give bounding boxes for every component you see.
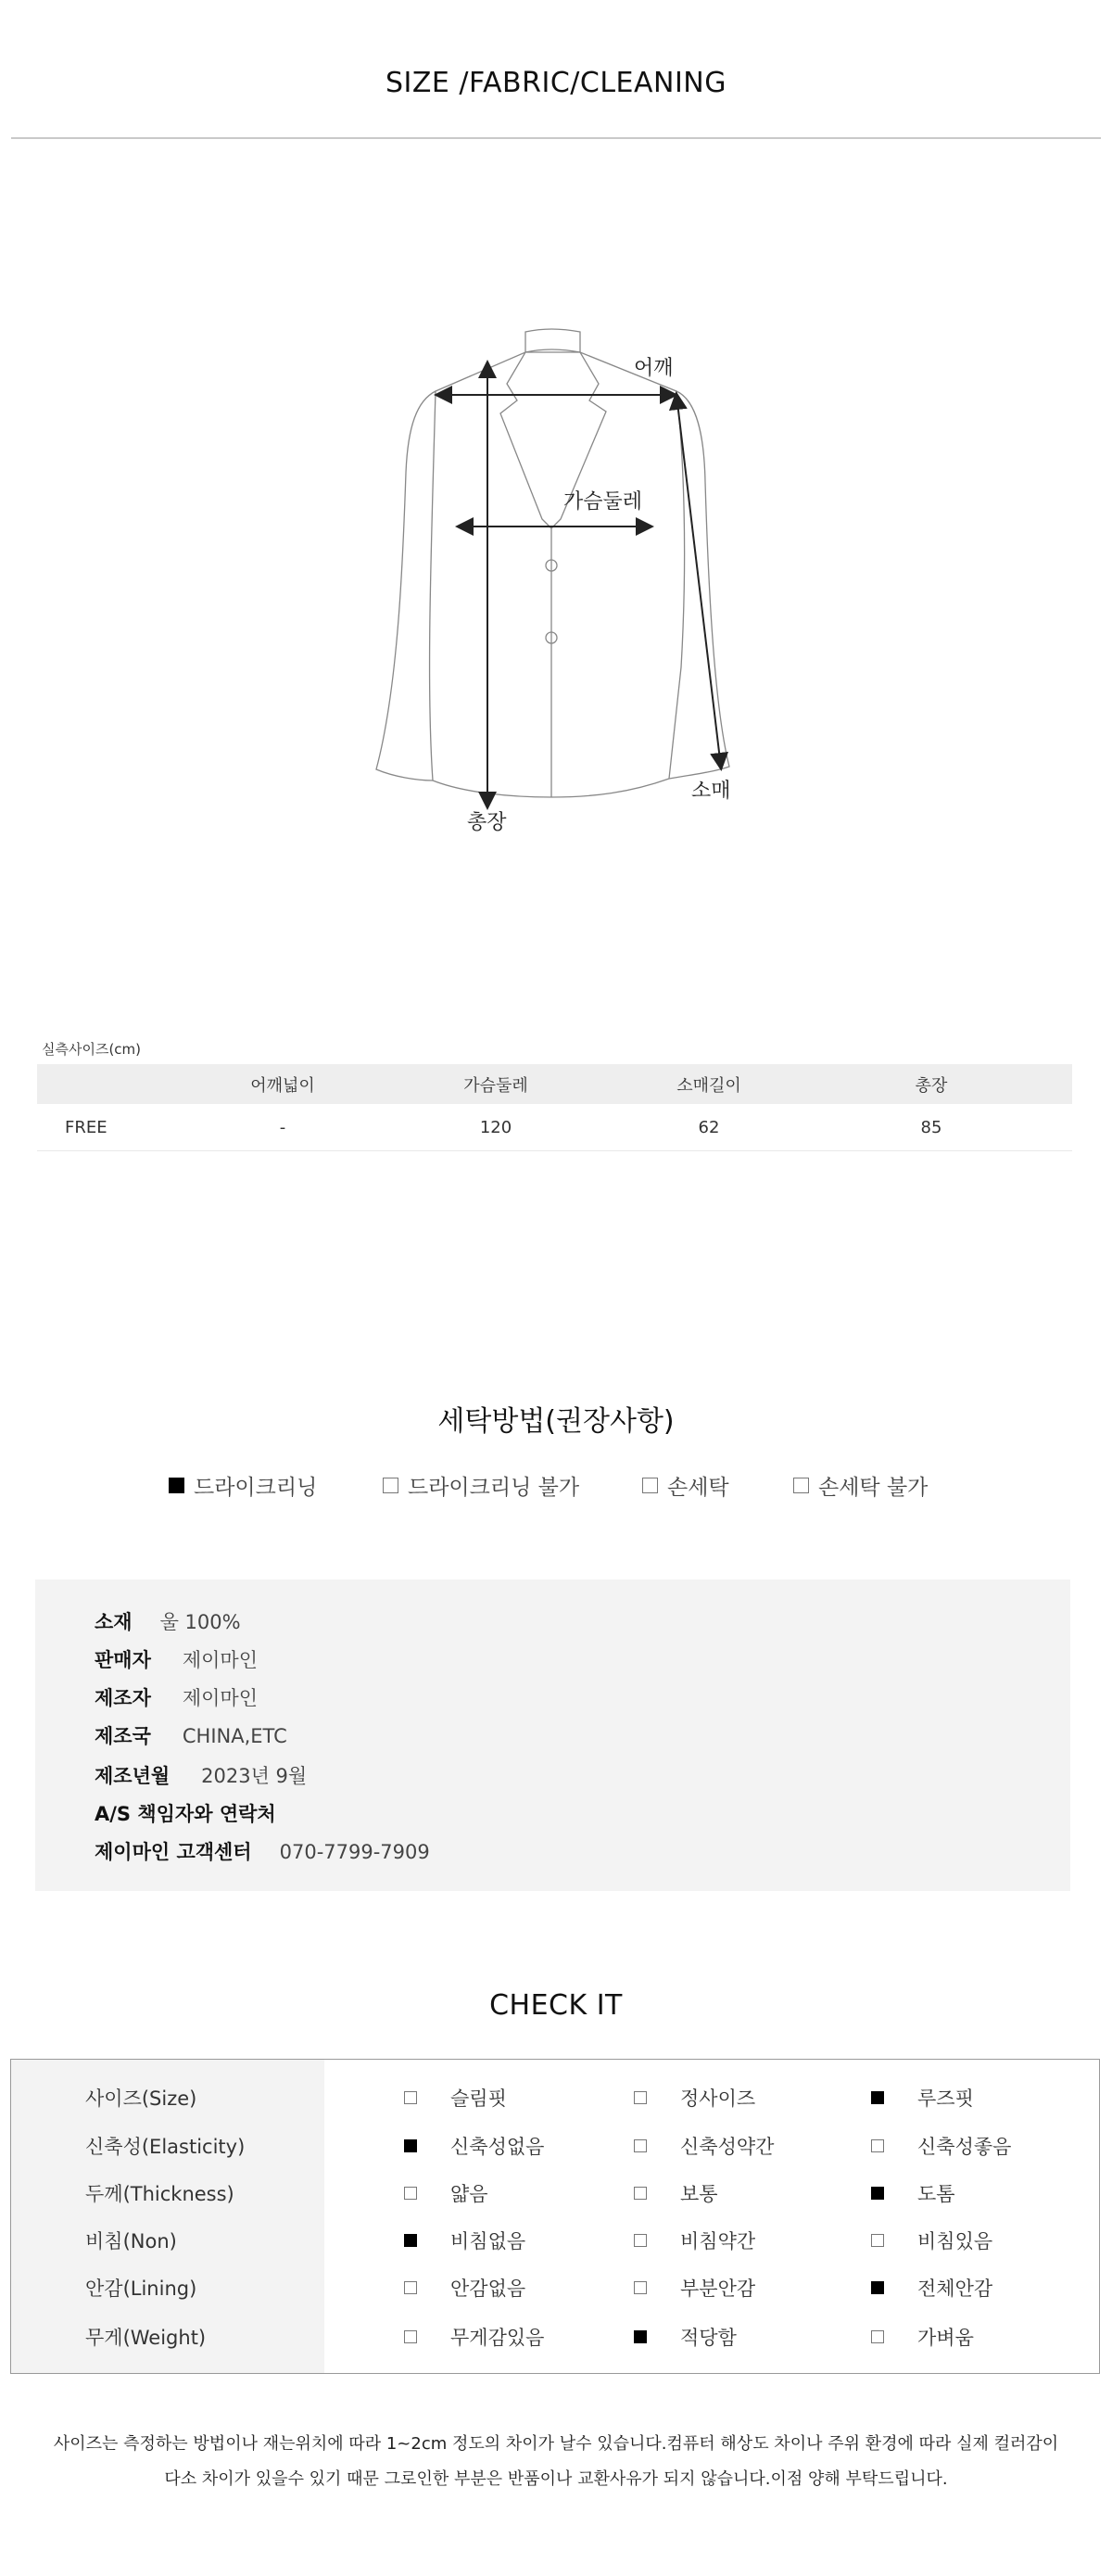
size-cell: 120 [479, 1117, 512, 1137]
info-key: 소재 [95, 1611, 133, 1633]
check-option-label: 정사이즈 [680, 2087, 756, 2110]
check-option-label: 비침없음 [450, 2230, 526, 2252]
washing-option-label: 손세탁 불가 [818, 1476, 929, 1500]
checked-box-icon [871, 2091, 884, 2104]
check-option [871, 2274, 992, 2302]
check-option-label: 루즈핏 [917, 2087, 974, 2110]
check-row-label: 사이즈(Size) [85, 2087, 197, 2110]
check-option [634, 2323, 737, 2351]
check-row-label: 무게(Weight) [85, 2327, 207, 2349]
checked-box-icon [404, 2234, 417, 2247]
washing-title: 세탁방법(권장사항) [437, 1405, 675, 1438]
unchecked-box-icon [871, 2234, 884, 2247]
unchecked-box-icon [871, 2330, 884, 2343]
check-row-label: 비침(Non) [85, 2230, 177, 2252]
info-key: 제조국 [95, 1725, 151, 1747]
check-option [871, 2179, 955, 2207]
info-key: 판매자 [95, 1649, 151, 1671]
size-cell: 62 [698, 1117, 720, 1137]
info-value: 2023년 9월 [201, 1765, 308, 1787]
check-row-label: 두께(Thickness) [85, 2183, 234, 2205]
check-option [634, 2227, 755, 2254]
size-table-caption: 실측사이즈(cm) [42, 1041, 142, 1058]
checked-box-icon [871, 2281, 884, 2294]
check-option-label: 비침있음 [917, 2230, 993, 2252]
jacket-measurement-diagram [361, 315, 751, 853]
check-row [11, 2121, 1099, 2169]
check-option [634, 2084, 755, 2112]
size-cell: 85 [920, 1117, 942, 1137]
size-header-cell: 가슴둘레 [463, 1075, 528, 1096]
check-option-label: 신축성약간 [680, 2136, 775, 2158]
check-row [11, 2168, 1099, 2216]
product-info-box [35, 1580, 1070, 1891]
unchecked-box-icon [634, 2139, 647, 2152]
check-option [404, 2179, 488, 2207]
washing-option-label: 손세탁 [667, 1476, 729, 1500]
size-header-cell: 어깨넓이 [250, 1075, 315, 1096]
unchecked-box-icon [871, 2139, 884, 2152]
info-key: 제이마인 고객센터 [95, 1841, 252, 1863]
unchecked-box-icon [404, 2330, 417, 2343]
header-divider [11, 137, 1101, 139]
checked-box-icon [634, 2330, 647, 2343]
washing-option-label: 드라이크리닝 불가 [408, 1476, 580, 1500]
info-value: 070-7799-7909 [279, 1841, 430, 1863]
check-option-label: 신축성없음 [450, 2136, 545, 2158]
unchecked-box-icon [404, 2187, 417, 2200]
info-value: 제이마인 [182, 1649, 259, 1671]
check-option [634, 2179, 718, 2207]
check-option [634, 2132, 774, 2160]
checked-box-icon [169, 1478, 184, 1493]
check-option [871, 2227, 992, 2254]
check-it-title: CHECK IT [489, 1989, 623, 2022]
check-option-label: 얇음 [450, 2183, 488, 2205]
washing-option-label: 드라이크리닝 [194, 1476, 318, 1500]
checked-box-icon [404, 2139, 417, 2152]
notice-line: 다소 차이가 있을수 있기 때문 그로인한 부분은 반품이나 교환사유가 되지 않습니다.이점 양해 부탁드립니다. [164, 2469, 948, 2489]
info-value: CHINA,ETC [182, 1725, 287, 1747]
washing-option [793, 1470, 928, 1501]
washing-option [169, 1470, 317, 1501]
chest-label: 가슴둘레 [563, 490, 643, 514]
check-option [404, 2274, 525, 2302]
check-option [404, 2323, 544, 2351]
check-row-label: 안감(Lining) [85, 2278, 197, 2300]
check-option-label: 비침약간 [680, 2230, 756, 2252]
check-option-label: 전체안감 [917, 2278, 993, 2300]
check-option [871, 2323, 974, 2351]
check-option [871, 2132, 1011, 2160]
check-option [404, 2227, 525, 2254]
washing-option [642, 1470, 729, 1501]
unchecked-box-icon [642, 1478, 658, 1493]
check-option-label: 신축성좋음 [917, 2136, 1012, 2158]
length-label: 총장 [467, 811, 507, 834]
check-option-label: 가벼움 [917, 2327, 974, 2349]
unchecked-box-icon [383, 1478, 398, 1493]
size-table-header [37, 1064, 1072, 1104]
notice-line: 사이즈는 측정하는 방법이나 재는위치에 따라 1~2cm 정도의 차이가 날수 있습니다.컴퓨터 해상도 차이나 주위 환경에 따라 실제 컬러감이 [53, 2434, 1059, 2454]
check-option-label: 안감없음 [450, 2278, 526, 2300]
washing-option [383, 1470, 579, 1501]
check-option [634, 2274, 755, 2302]
unchecked-box-icon [404, 2281, 417, 2294]
check-row [11, 2312, 1099, 2360]
check-option-label: 무게감있음 [450, 2327, 545, 2349]
unchecked-box-icon [634, 2281, 647, 2294]
notice-text [0, 2427, 1112, 2497]
shoulder-label: 어깨 [634, 357, 674, 380]
unchecked-box-icon [634, 2187, 647, 2200]
unchecked-box-icon [404, 2091, 417, 2104]
checked-box-icon [871, 2187, 884, 2200]
info-value: 제이마인 [182, 1687, 259, 1709]
check-option-label: 보통 [680, 2183, 718, 2205]
check-row-label: 신축성(Elasticity) [85, 2136, 246, 2158]
table-row [37, 1104, 1072, 1151]
check-option [404, 2132, 544, 2160]
check-option [404, 2084, 507, 2112]
info-key: A/S 책임자와 연락처 [95, 1803, 276, 1825]
sleeve-label: 소매 [691, 780, 731, 803]
page-title: SIZE /FABRIC/CLEANING [385, 67, 727, 99]
check-row [11, 2073, 1099, 2121]
info-value: 울 100% [159, 1611, 241, 1633]
check-row [11, 2263, 1099, 2311]
size-header-cell: 총장 [915, 1075, 948, 1096]
unchecked-box-icon [634, 2234, 647, 2247]
check-option-label: 도톰 [917, 2183, 955, 2205]
check-option [871, 2084, 974, 2112]
check-option-label: 슬림핏 [450, 2087, 507, 2110]
size-cell: FREE [65, 1117, 107, 1137]
unchecked-box-icon [793, 1478, 809, 1493]
check-option-label: 부분안감 [680, 2278, 756, 2300]
check-option-label: 적당함 [680, 2327, 737, 2349]
size-cell: - [279, 1117, 286, 1137]
check-it-table [10, 2059, 1100, 2374]
info-key: 제조년월 [95, 1765, 171, 1787]
check-row [11, 2215, 1099, 2264]
size-header-cell: 소매길이 [676, 1075, 741, 1096]
size-table [37, 1064, 1072, 1151]
unchecked-box-icon [634, 2091, 647, 2104]
info-key: 제조자 [95, 1687, 151, 1709]
